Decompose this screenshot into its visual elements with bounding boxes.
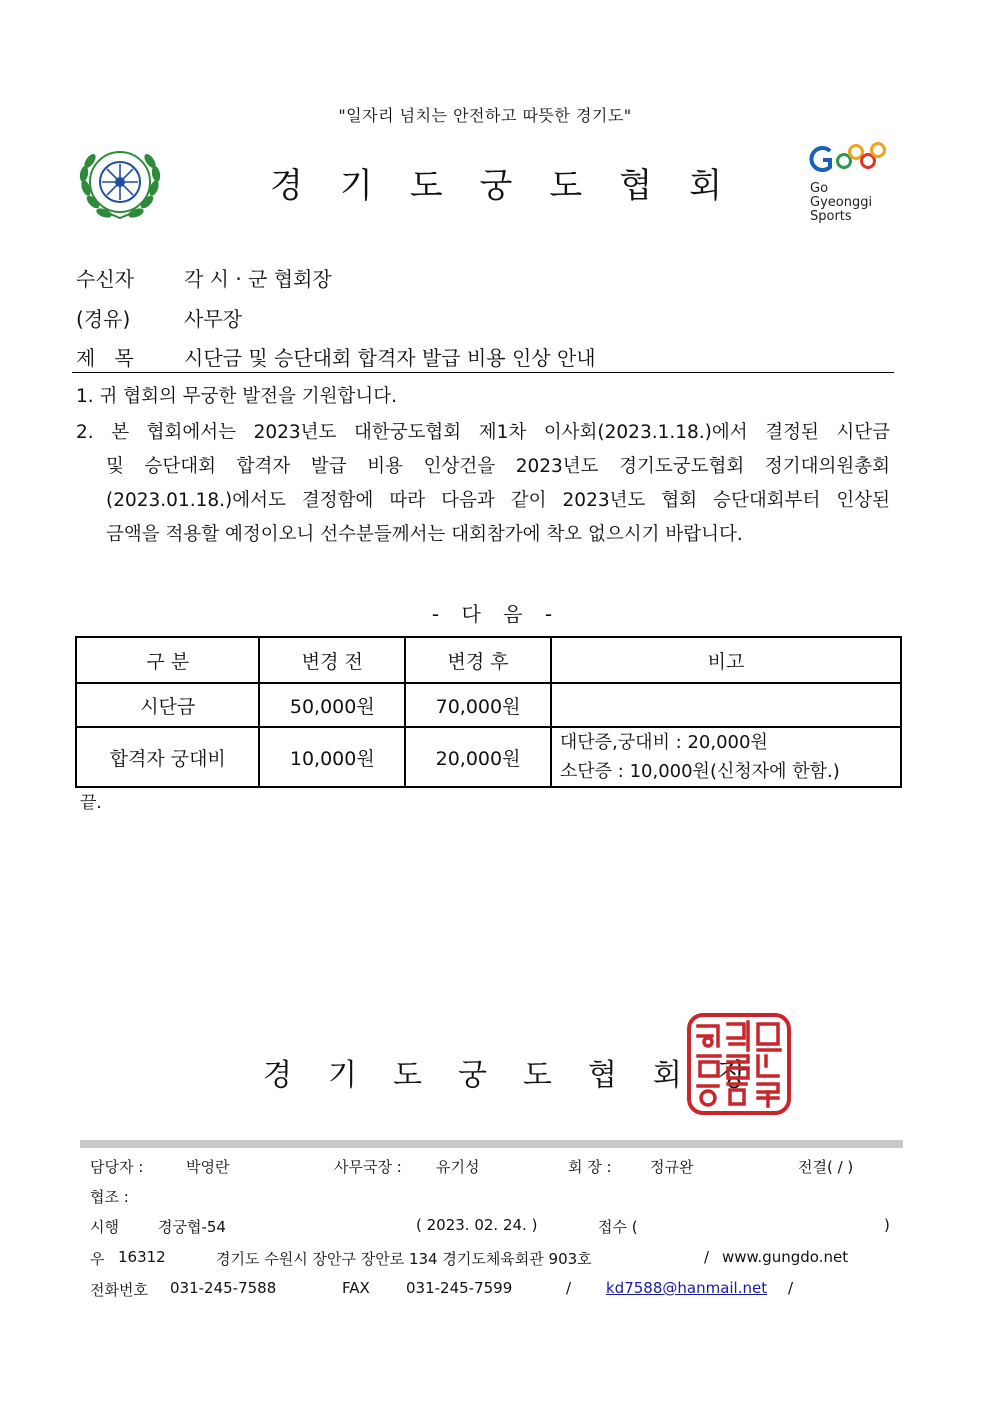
fee-table bbox=[75, 636, 902, 788]
postal-label: 우 bbox=[90, 1250, 105, 1268]
logo-text-sports: Sports bbox=[810, 209, 852, 224]
via-row bbox=[76, 303, 242, 332]
body-line-1: 2. 본 협회에서는 2023년도 대한궁도협회 제1차 이사회(2023.1.18.)에서 결정된 시단금 bbox=[76, 422, 890, 443]
secretary-label: 사무국장 : bbox=[334, 1158, 402, 1176]
signature-title: 경기도궁도협회장 bbox=[263, 1058, 783, 1093]
email-link[interactable]: kd7588@hanmail.net bbox=[606, 1279, 768, 1297]
slogan: "일자리 넘치는 안전하고 따뜻한 경기도" bbox=[338, 106, 632, 125]
header-note: 비고 bbox=[551, 637, 901, 683]
postal-code: 16312 bbox=[118, 1248, 166, 1266]
via-value: 사무장 bbox=[184, 307, 242, 331]
contact-slash: / bbox=[566, 1279, 572, 1297]
manager-name: 박영란 bbox=[186, 1158, 230, 1176]
table-row bbox=[76, 683, 901, 727]
table-header-row bbox=[76, 637, 901, 683]
header-after: 변경 후 bbox=[405, 637, 551, 683]
fax-label: FAX bbox=[342, 1279, 370, 1297]
subject-label: 제 목 bbox=[76, 346, 134, 370]
subject-value: 시단금 및 승단대회 합격자 발급 비용 인상 안내 bbox=[184, 346, 596, 370]
association-emblem bbox=[76, 138, 164, 226]
header-category: 구 분 bbox=[76, 637, 259, 683]
subject-row bbox=[76, 342, 596, 371]
website-link[interactable]: www.gungdo.net bbox=[722, 1248, 849, 1266]
manager-label: 담당자 : bbox=[90, 1158, 144, 1176]
contact-slash-end: / bbox=[788, 1279, 794, 1297]
cell-category: 합격자 궁대비 bbox=[76, 727, 259, 787]
address-slash: / bbox=[704, 1248, 710, 1266]
jeongyeol: 전결( / ) bbox=[798, 1158, 854, 1176]
via-label: (경유) bbox=[76, 307, 131, 331]
note-line-2: 소단증 : 10,000원(신청자에 한함.) bbox=[559, 761, 840, 782]
table-row bbox=[76, 727, 901, 787]
header-before: 변경 전 bbox=[259, 637, 405, 683]
organization-title: 경기도궁도협회 bbox=[270, 166, 759, 206]
cell-category: 시단금 bbox=[76, 683, 259, 727]
cell-before: 10,000원 bbox=[259, 727, 405, 787]
recipient-value: 각 시 · 군 협회장 bbox=[184, 267, 332, 291]
secretary-name: 유기성 bbox=[436, 1158, 480, 1176]
cell-note bbox=[551, 727, 901, 787]
enforcement-number: 경궁협-54 bbox=[158, 1218, 226, 1236]
address: 경기도 수원시 장안구 장안로 134 경기도체육회관 903호 bbox=[216, 1250, 592, 1268]
enforcement-date: ( 2023. 02. 24. ) bbox=[416, 1216, 538, 1234]
receipt-label: 접수 ( bbox=[598, 1218, 638, 1236]
cell-after: 70,000원 bbox=[405, 683, 551, 727]
body-paragraph-2 bbox=[76, 416, 890, 552]
cell-note bbox=[551, 683, 901, 727]
end-mark: 끝. bbox=[80, 793, 102, 813]
receipt-close: ) bbox=[884, 1216, 890, 1234]
recipient-row bbox=[76, 263, 332, 292]
phone-number: 031-245-7588 bbox=[170, 1279, 277, 1297]
go-gyeonggi-sports-logo bbox=[806, 137, 896, 227]
note-line-1: 대단증,궁대비 : 20,000원 bbox=[559, 732, 768, 753]
cooperation-label: 협조 : bbox=[90, 1188, 129, 1206]
official-seal bbox=[686, 1012, 792, 1116]
dasum-heading: - 다 음 - bbox=[431, 602, 561, 626]
footer-divider bbox=[80, 1140, 903, 1148]
enforcement-label: 시행 bbox=[90, 1218, 119, 1236]
body-line-4: 금액을 적용할 예정이오니 선수분들께서는 대회참가에 착오 없으시기 바랍니다. bbox=[106, 524, 743, 545]
president-name: 정규완 bbox=[650, 1158, 694, 1176]
body-line-3: (2023.01.18.)에서도 결정함에 따라 다음과 같이 2023년도 협회 승단대회부터 인상된 bbox=[106, 490, 890, 511]
body-line-2: 및 승단대회 합격자 발급 비용 인상건을 2023년도 경기도궁도협회 정기대의원총회 bbox=[106, 456, 890, 477]
cell-before: 50,000원 bbox=[259, 683, 405, 727]
president-label: 회 장 : bbox=[568, 1158, 612, 1176]
logo-text-gyeonggi: Gyeonggi bbox=[810, 195, 873, 210]
header-divider bbox=[72, 372, 894, 373]
cell-after: 20,000원 bbox=[405, 727, 551, 787]
logo-text-go: Go bbox=[810, 181, 829, 196]
fax-number: 031-245-7599 bbox=[406, 1279, 513, 1297]
phone-label: 전화번호 bbox=[90, 1281, 148, 1299]
body-paragraph-1: 1. 귀 협회의 무궁한 발전을 기원합니다. bbox=[76, 386, 398, 407]
recipient-label: 수신자 bbox=[76, 267, 134, 291]
